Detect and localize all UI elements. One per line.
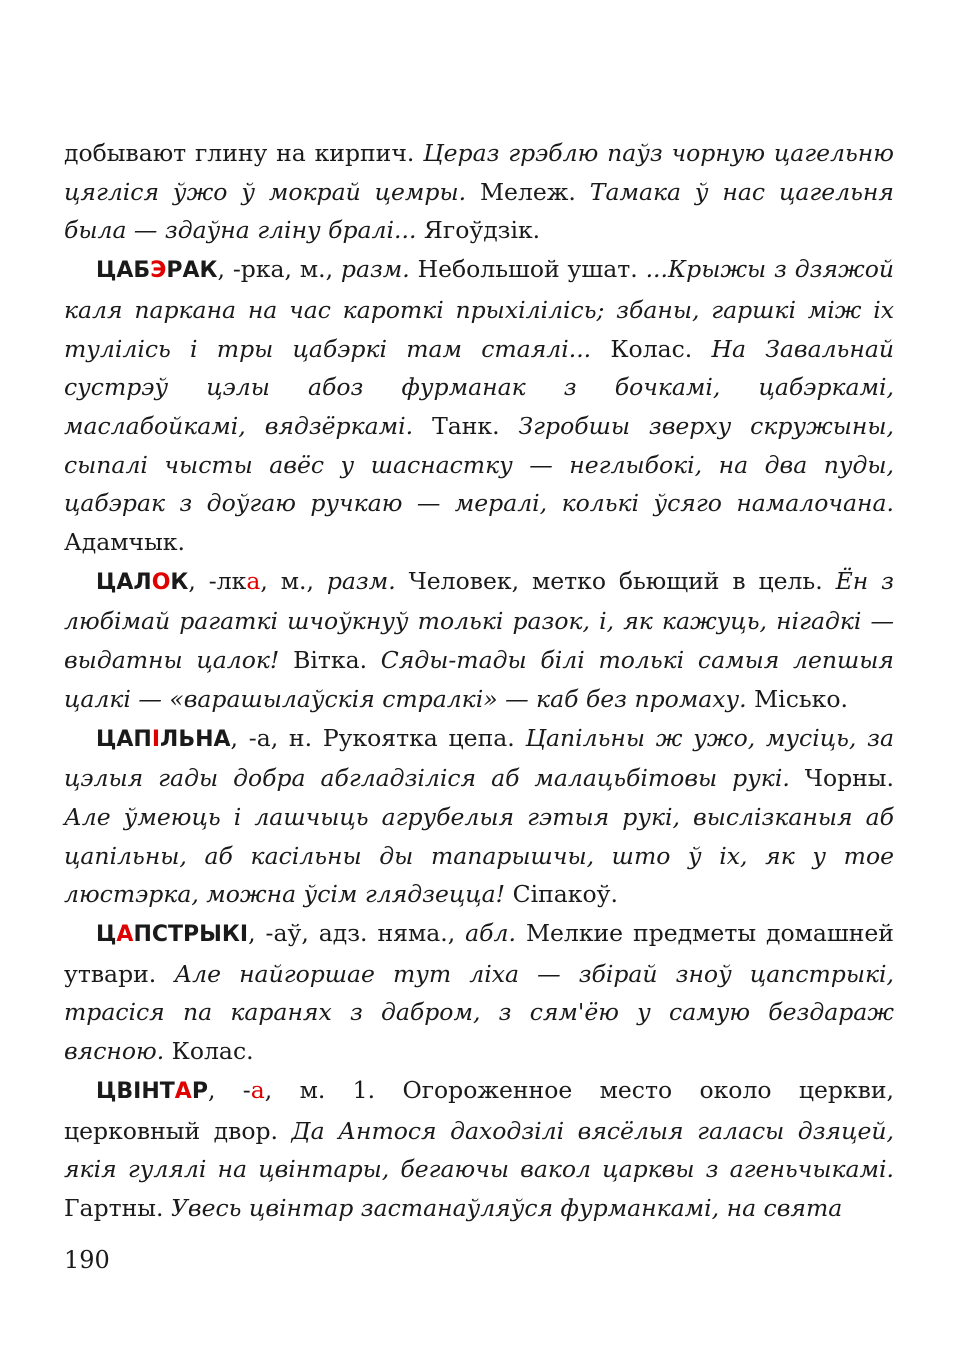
- example-source: Вітка.: [293, 646, 368, 675]
- grammar-note: -лка, м.,: [208, 566, 314, 595]
- example-quote: Згробшы зверху скружыны, сыпалі чысты авёс у шаснастку — неглыбокі, на два пуды, цабэрак з доўгаю ручкаю — мералі, колькі ўсяго намалочана.: [64, 411, 894, 518]
- grammar-note: -а, м. 1.: [242, 1075, 376, 1104]
- usage-label: абл.: [465, 919, 516, 948]
- headword: ЦАПСТРЫКІ: [96, 922, 249, 948]
- example-source: Сіпакоў.: [512, 880, 618, 909]
- page-number: 190: [64, 1246, 110, 1274]
- headword: ЦАПІЛЬНА: [96, 726, 231, 752]
- example-source: Колас.: [171, 1037, 254, 1066]
- definition: Небольшой ушат.: [417, 255, 638, 284]
- example-quote: Але найгоршае тут ліха — збірай зноў цапстрыкі, трасіся па каранях з дабром, з сям'ёю у самую бездараж вясною.: [64, 959, 894, 1066]
- definition: Огороженное место около церкви, церковный двор.: [64, 1075, 894, 1145]
- example-source: Адамчык.: [64, 528, 185, 557]
- dictionary-entry: ЦВІНТАР, -а, м. 1. Огороженное место около церкви, церковный двор. Да Антося даходзілі вясёлыя галасы дзяцей, якія гулялі на цвінтары, бегаючы вакол царквы з агеньчыкамі. Гартны. Увесь цвінтар застанаўляўся фурманкамі, на свята: [64, 1075, 894, 1222]
- example-quote: Увесь цвінтар застанаўляўся фурманкамі, на свята: [170, 1193, 843, 1222]
- example-quote: Цапільны ж ужо, мусіць, за цэлыя гады добра абгладзіліся аб малацьбітовы рукі.: [64, 723, 894, 793]
- example-quote: Але ўмеюць і лашчыць агрубелыя гэтыя рукі, выслізканыя аб цапільны, аб касільны ды тапарышчы, што ў іх, як у тое люстэрка, можна ўсім глядзецца!: [64, 802, 894, 909]
- definition: Мелкие предметы домашней утвари.: [64, 919, 894, 988]
- definition: Человек, метко бьющий в цель.: [408, 566, 823, 595]
- example-source: Чорны.: [804, 764, 894, 793]
- example-quote: Да Антося даходзілі вясёлыя галасы дзяцей, якія гулялі на цвінтары, бегаючы вакол царквы з агеньчыкамі.: [64, 1116, 894, 1184]
- dictionary-entry: ЦАПСТРЫКІ, -аў, адз. няма., абл. Мелкие предметы домашней утвари. Але найгоршае тут ліха — збірай зноў цапстрыкі, трасіся па каранях з дабром, з сям'ёю у самую бездараж вясною. Колас.: [64, 919, 894, 1066]
- page-body: [64, 134, 894, 1228]
- usage-label: разм.: [340, 255, 410, 284]
- example-source: Мележ.: [479, 177, 576, 206]
- headword: ЦАБЭРАК: [96, 258, 218, 284]
- stress-mark: І: [151, 726, 161, 752]
- example-source: Танк.: [432, 411, 500, 440]
- entry-continuation: [64, 134, 894, 250]
- definition: Рукоятка цепа.: [322, 723, 515, 752]
- example-quote: Цераз грэблю паўз чорную цагельню цягліся ўжо ў мокрай цемры.: [64, 139, 894, 206]
- example-source: Місько.: [754, 684, 848, 713]
- example-quote: Ён з любімай рагаткі шчоўкнуў толькі разок, і, як кажуць, нігадкі — выдатны цалок!: [64, 566, 894, 675]
- example-source: Колас.: [610, 334, 693, 363]
- stress-mark: А: [116, 922, 134, 948]
- headword: ЦАЛОК: [96, 569, 189, 595]
- example-quote: ...Крыжы з дзяжой каля паркана на час кароткі прыхілілісь; збаны, гаршкі між іх тулілісь і тры цабэркі там стаялі...: [64, 255, 894, 363]
- grammar-note: -а, н.: [248, 723, 313, 752]
- example-source: Гартны.: [64, 1193, 164, 1222]
- usage-label: разм.: [326, 566, 396, 595]
- grammar-note: -рка, м.,: [232, 255, 334, 284]
- stress-mark: А: [174, 1078, 192, 1104]
- grammar-note: -аў, адз. няма.,: [265, 919, 456, 948]
- dictionary-entry: ЦАПІЛЬНА, -а, н. Рукоятка цепа. Цапільны ж ужо, мусіць, за цэлыя гады добра абгладзіліся аб малацьбітовы рукі. Чорны. Але ўмеюць і лашчыць агрубелыя гэтыя рукі, выслізканыя аб цапільны, аб касільны ды тапарышчы, што ў іх, як у тое люстэрка, можна ўсім глядзецца! Сіпакоў.: [64, 723, 894, 909]
- dictionary-entry: ЦАЛОК, -лка, м., разм. Человек, метко бьющий в цель. Ён з любімай рагаткі шчоўкнуў толькі разок, і, як кажуць, нігадкі — выдатны цалок! Вітка. Сяды-тады білі толькі самыя лепшыя цалкі — «варашылаўскія стралкі» — каб без промаху. Місько.: [64, 566, 894, 713]
- example-quote: Тамака ў нас цагельня была — здаўна гліну бралі...: [64, 177, 894, 245]
- definition: добывают глину на кирпич.: [64, 139, 415, 167]
- example-quote: Сяды-тады білі толькі самыя лепшыя цалкі — «варашылаўскія стралкі» — каб без промаху.: [64, 646, 894, 713]
- stress-mark: Э: [150, 258, 167, 284]
- headword: ЦВІНТАР: [96, 1078, 208, 1104]
- stress-mark: О: [151, 569, 171, 595]
- example-quote: На Завальнай сустрэў цэлы абоз фурманак з бочкамі, цабэркамі, маслабойкамі, вядзёркамі.: [64, 334, 894, 440]
- example-source: Ягоўдзік.: [423, 216, 541, 245]
- dictionary-entry: ЦАБЭРАК, -рка, м., разм. Небольшой ушат. ...Крыжы з дзяжой каля паркана на час кароткі прыхілілісь; збаны, гаршкі між іх тулілісь і тры цабэркі там стаялі... Колас. На Завальнай сустрэў цэлы абоз фурманак з бочкамі, цабэркамі, маслабойкамі, вядзёркамі. Танк. Згробшы зверху скружыны, сыпалі чысты авёс у шаснастку — неглыбокі, на два пуды, цабэрак з доўгаю ручкаю — мералі, колькі ўсяго намалочана. Адамчык.: [64, 255, 894, 557]
